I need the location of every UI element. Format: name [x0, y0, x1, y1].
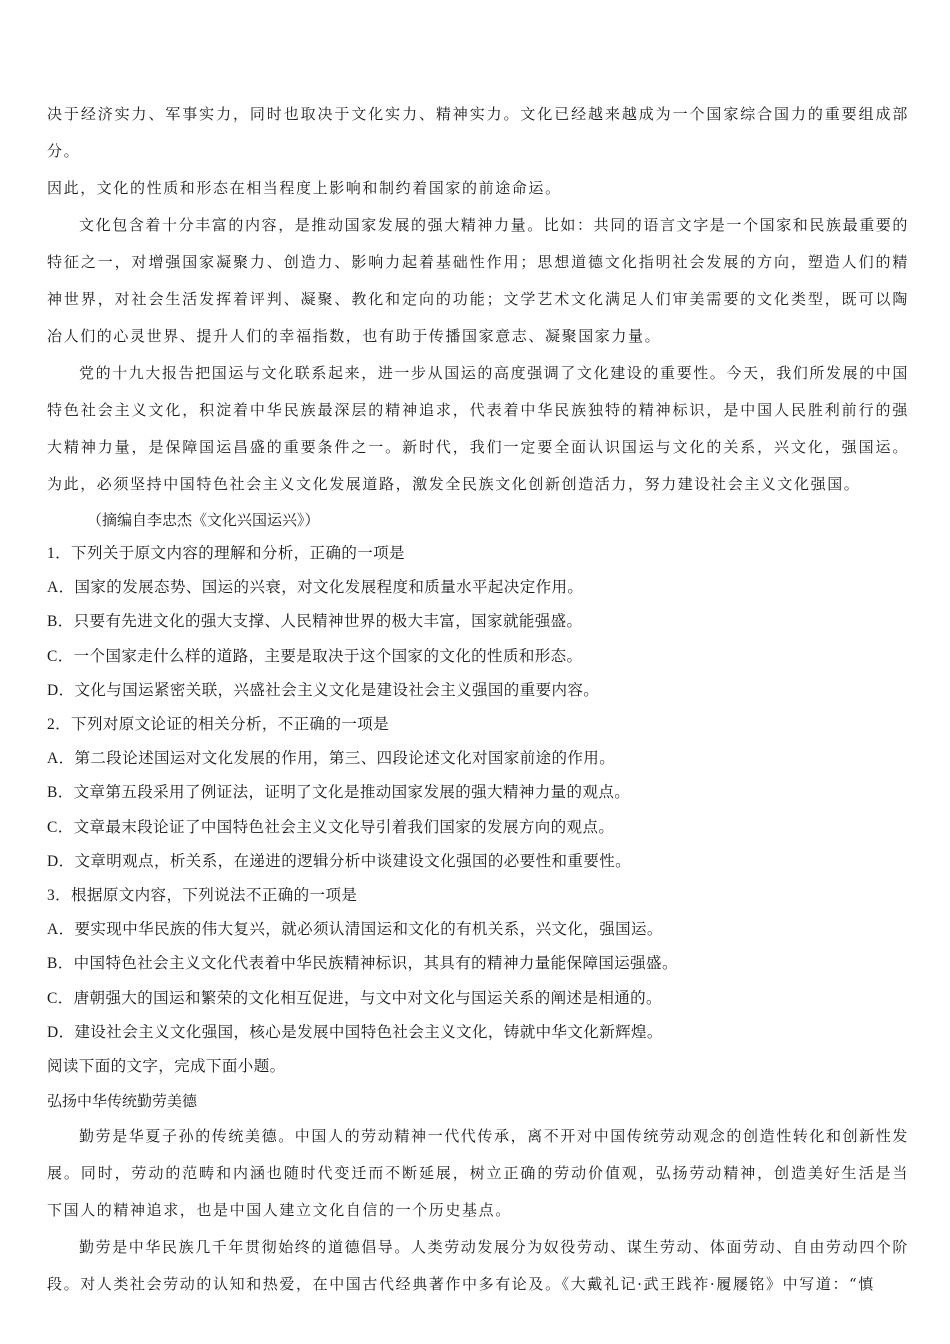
- question-1-stem: 1．下列关于原文内容的理解和分析，正确的一项是: [47, 545, 405, 562]
- section2-instruction: 阅读下面的文字，完成下面小题。: [47, 1058, 286, 1076]
- section2-paragraph-1: 勤劳是华夏子孙的传统美德。中国人的劳动精神一代代传承，离不开对中国传统劳动观念的创造性转化和创新性发展。同时，劳动的范畴和内涵也随时代变迁而不断延展，树立正确的劳动价值观，弘扬劳动精神，创造美好生活是当下国人的精神追求，也是中国人建立文化自信的一个历史基点。: [47, 1127, 910, 1220]
- question-3-option-b: B．中国特色社会主义文化代表着中华民族精神标识，其具有的精神力量能保障国运强盛。: [47, 955, 678, 973]
- question-2-option-c: C．文章最末段论证了中国特色社会主义文化导引着我们国家的发展方向的观点。: [47, 818, 615, 836]
- question-1-option-b: B．只要有先进文化的强大支撑、人民精神世界的极大丰富，国家就能强盛。: [47, 613, 583, 631]
- section2-title: 弘扬中华传统勤劳美德: [47, 1092, 198, 1111]
- question-2-stem: 2．下列对原文论证的相关分析，不正确的一项是: [47, 716, 390, 734]
- question-3-option-d: D．建设社会主义文化强国，核心是发展中国特色社会主义文化，铸就中华文化新辉煌。: [47, 1023, 663, 1041]
- question-3-option-a: A．要实现中华民族的伟大复兴，就必须认清国运和文化的有机关系，兴文化，强国运。: [47, 921, 663, 939]
- passage1-paragraph-3: 党的十九大报告把国运与文化联系起来，进一步从国运的高度强调了文化建设的重要性。今天，我们所发展的中国特色社会主义文化，积淀着中华民族最深层的精神追求，代表着中华民族独特的精神标识，是中国人民胜利前行的强大精神力量，是保障国运昌盛的重要条件之一。新时代，我们一定要全面认识国运与文化的关系，兴文化，强国运。为此，必须坚持中国特色社会主义文化发展道路，激发全民族文化创新创造活力，努力建设社会主义文化强国。: [47, 364, 910, 493]
- question-2-option-a: A．第二段论述国运对文化发展的作用，第三、四段论述文化对国家前途的作用。: [47, 750, 616, 768]
- document-page: [47, 96, 909, 1303]
- question-3-stem: 3．根据原文内容，下列说法不正确的一项是: [47, 887, 358, 905]
- question-1-option-c: C．一个国家走什么样的道路，主要是取决于这个国家的文化的性质和形态。: [47, 647, 583, 665]
- question-1-option-a: A．国家的发展态势、国运的兴衰，对文化发展程度和质量水平起决定作用。: [47, 579, 584, 597]
- question-3-option-c: C．唐朝强大的国运和繁荣的文化相互促进，与文中对文化与国运关系的阐述是相通的。: [47, 989, 662, 1007]
- question-2-option-d: D．文章明观点，析关系，在递进的逻辑分析中谈建设文化强国的必要性和重要性。: [47, 852, 631, 870]
- passage1-paragraph-2: 文化包含着十分丰富的内容，是推动国家发展的强大精神力量。比如：共同的语言文字是一个国家和民族最重要的特征之一，对增强国家凝聚力、创造力、影响力起着基础性作用；思想道德文化指明社会发展的方向，塑造人们的精神世界，对社会生活发挥着评判、凝聚、教化和定向的功能；文学艺术文化满足人们审美需要的文化类型，既可以陶冶人们的心灵世界、提升人们的幸福指数，也有助于传播国家意志、凝聚国家力量。: [47, 216, 910, 345]
- question-1-option-d: D．文化与国运紧密关联，兴盛社会主义文化是建设社会主义强国的重要内容。: [47, 681, 600, 699]
- section2-paragraph-2: 勤劳是中华民族几千年贯彻始终的道德倡导。人类劳动发展分为奴役劳动、谋生劳动、体面劳动、自由劳动四个阶段。对人类社会劳动的认知和热爱，在中国古代经典著作中多有论及。《大戴礼记·武王践祚·履屦铭》中写道：“慎: [47, 1238, 910, 1294]
- passage1-source: （摘编自李忠杰《文化兴国运兴》）: [87, 511, 320, 529]
- passage1-continuation-line2: 因此，文化的性质和形态在相当程度上影响和制约着国家的前途命运。: [47, 179, 562, 197]
- question-2-option-b: B．文章第五段采用了例证法，证明了文化是推动国家发展的强大精神力量的观点。: [47, 784, 631, 802]
- passage1-continuation-line1: 决于经济实力、军事实力，同时也取决于文化实力、精神实力。文化已经越来越成为一个国家综合国力的重要组成部分。: [47, 105, 909, 160]
